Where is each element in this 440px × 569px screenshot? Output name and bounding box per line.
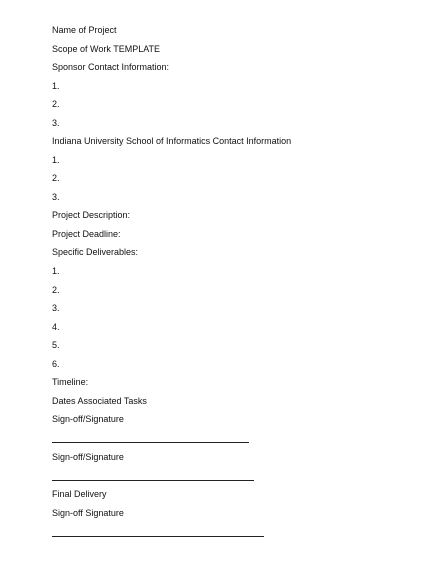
deliverable-item-2: 2. bbox=[52, 285, 60, 295]
deliverable-item-3: 3. bbox=[52, 303, 60, 313]
deliverable-item-6: 6. bbox=[52, 359, 60, 369]
school-item-2: 2. bbox=[52, 173, 60, 183]
school-item-3: 3. bbox=[52, 192, 60, 202]
signature-line-2 bbox=[52, 480, 254, 481]
school-item-1: 1. bbox=[52, 155, 60, 165]
sponsor-heading: Sponsor Contact Information: bbox=[52, 62, 170, 72]
signature-line-3 bbox=[52, 536, 264, 537]
dates-tasks-label: Dates Associated Tasks bbox=[52, 396, 147, 406]
signoff-label-3: Sign-off Signature bbox=[52, 508, 124, 518]
sponsor-item-2: 2. bbox=[52, 99, 60, 109]
sponsor-item-1: 1. bbox=[52, 81, 60, 91]
project-description: Project Description: bbox=[52, 210, 131, 220]
sponsor-item-3: 3. bbox=[52, 118, 60, 128]
final-delivery-label: Final Delivery bbox=[52, 489, 107, 499]
deliverable-item-4: 4. bbox=[52, 322, 60, 332]
deliverable-item-1: 1. bbox=[52, 266, 60, 276]
scope-title: Scope of Work TEMPLATE bbox=[52, 44, 161, 54]
school-heading: Indiana University School of Informatics Contact Information bbox=[52, 136, 292, 146]
signoff-label-2: Sign-off/Signature bbox=[52, 452, 124, 462]
signature-line-1 bbox=[52, 442, 249, 443]
deliverable-item-5: 5. bbox=[52, 340, 60, 350]
project-deadline: Project Deadline: bbox=[52, 229, 121, 239]
name-of-project: Name of Project bbox=[52, 25, 117, 35]
timeline-label: Timeline: bbox=[52, 377, 89, 387]
signoff-label-1: Sign-off/Signature bbox=[52, 414, 124, 424]
deliverables-heading: Specific Deliverables: bbox=[52, 247, 139, 257]
